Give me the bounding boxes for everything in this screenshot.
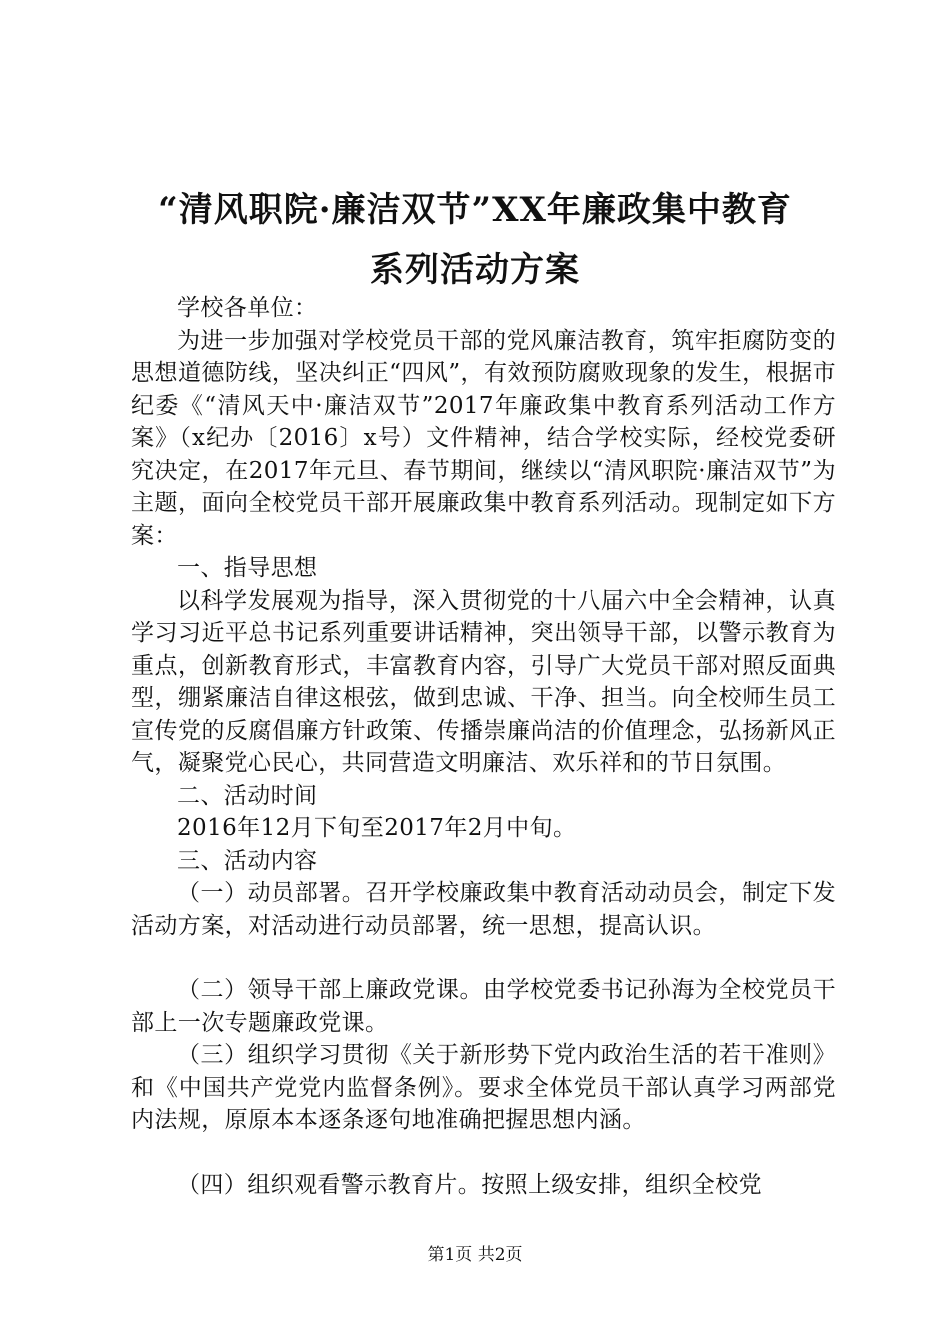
intro-paragraph: 为进一步加强对学校党员干部的党风廉洁教育，筑牢拒腐防变的思想道德防线，坚决纠正“四风”，有效预防腐败现象的发生，根据市纪委《“清风天中·廉洁双节”2017年廉政集中教育系列活动工作方案》（x纪办〔2016〕x号）文件精神，结合学校实际，经校党委研究决定，在2017年元旦、春节期间，继续以“清风职院·廉洁双节”为主题，面向全校党员干部开展廉政集中教育系列活动。现制定如下方案： xyxy=(131,327,836,549)
content-item-4: （四）组织观看警示教育片。按照上级安排，组织全校党 xyxy=(177,1171,762,1198)
content-item-3: （三）组织学习贯彻《关于新形势下党内政治生活的若干准则》和《中国共产党党内监督条例》。要求全体党员干部认真学习两部党内法规，原原本本逐条逐句地准确把握思想内涵。 xyxy=(131,1042,836,1133)
salutation: 学校各单位： xyxy=(177,295,318,321)
document-title-line-1: “清风职院·廉洁双节”XX年廉政集中教育 xyxy=(158,190,792,230)
document-body xyxy=(131,292,836,1201)
page-number-footer: 第1页 共2页 xyxy=(427,1245,523,1265)
section-heading-activity-content: 三、活动内容 xyxy=(177,847,318,874)
content-item-2: （二）领导干部上廉政党课。由学校党委书记孙海为全校党员干部上一次专题廉政党课。 xyxy=(131,977,836,1036)
section-heading-activity-time: 二、活动时间 xyxy=(177,782,318,809)
content-item-1: （一）动员部署。召开学校廉政集中教育活动动员会，制定下发活动方案，对活动进行动员部署，统一思想，提高认识。 xyxy=(131,880,836,939)
section-heading-guiding-ideology: 一、指导思想 xyxy=(177,555,318,581)
guiding-ideology-paragraph: 以科学发展观为指导，深入贯彻党的十八届六中全会精神，认真学习习近平总书记系列重要讲话精神，突出领导干部，以警示教育为重点，创新教育形式，丰富教育内容，引导广大党员干部对照反面典型，绷紧廉洁自律这根弦，做到忠诚、干净、担当。向全校师生员工宣传党的反腐倡廉方针政策、传播崇廉尚洁的价值理念，弘扬新风正气，凝聚党心民心，共同营造文明廉洁、欢乐祥和的节日氛围。 xyxy=(131,587,836,776)
activity-time-paragraph: 2016年12月下旬至2017年2月中旬。 xyxy=(177,815,577,841)
document-title-line-2: 系列活动方案 xyxy=(370,250,580,290)
